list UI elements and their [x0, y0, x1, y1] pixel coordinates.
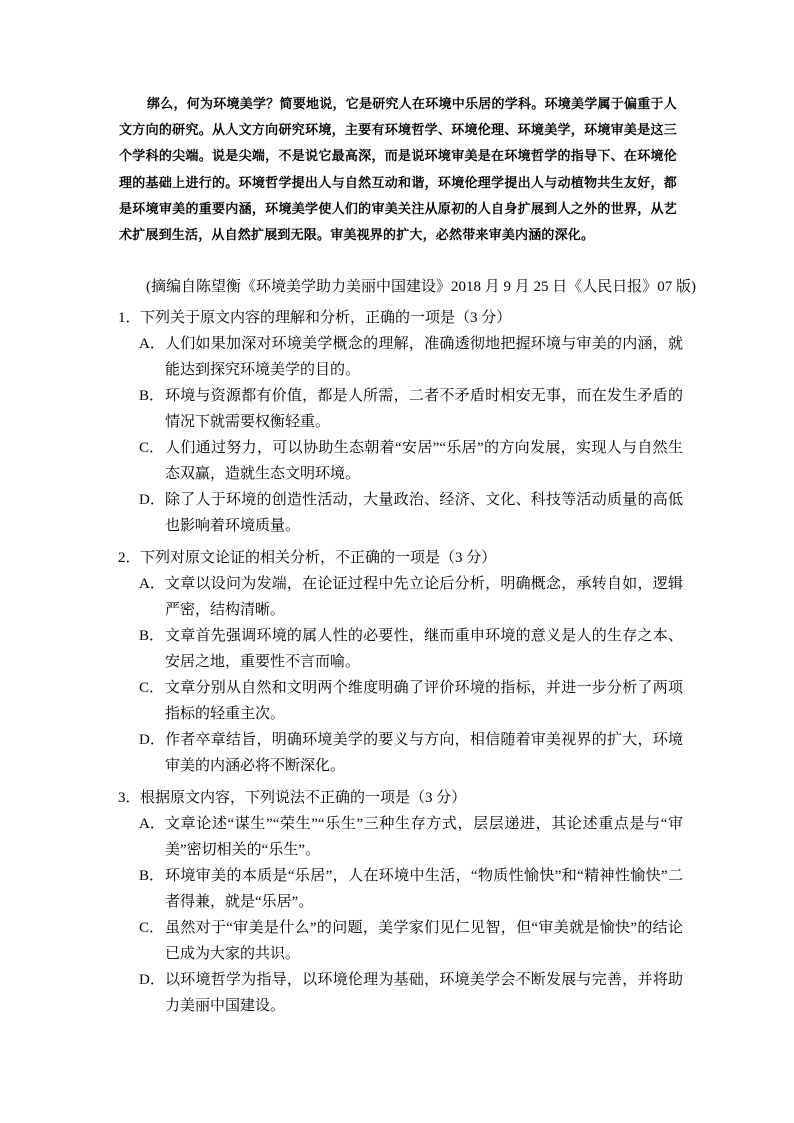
question-stem	[118, 785, 683, 811]
option-d	[118, 727, 683, 779]
option-letter: B．	[139, 868, 165, 884]
question-number: 2．	[118, 550, 141, 566]
option-letter: B．	[139, 628, 165, 644]
option-text: 文章首先强调环境的属人性的必要性，继而重申环境的意义是人的生存之本、安居之地，重要性不言而喻。	[165, 628, 683, 670]
passage-paragraph: 绑么，何为环境美学？简要地说，它是研究人在环境中乐居的学科。环境美学属于偏重于人文方向的研究。从人文方向研究环境，主要有环境哲学、环境伦理、环境美学，环境审美是这三个学科的尖端。说是尖端，不是说它最高深，而是说环境审美是在环境哲学的指导下、在环境伦理的基础上进行的。环境哲学提出人与自然互动和谐，环境伦理学提出人与动植物共生友好，都是环境审美的重要内涵，环境美学使人们的审美关注从原初的人自身扩展到人之外的世界，从艺术扩展到生活，从自然扩展到无限。审美视界的扩大，必然带来审美内涵的深化。	[119, 97, 677, 244]
option-letter: D．	[139, 492, 165, 508]
option-d	[118, 967, 683, 1019]
option-letter: D．	[139, 732, 165, 748]
option-letter: A．	[139, 816, 165, 832]
option-text: 以环境哲学为指导，以环境伦理为基础，环境美学会不断发展与完善，并将助力美丽中国建设。	[165, 972, 683, 1014]
question-number: 1．	[118, 310, 141, 326]
question-text: 下列对原文论证的相关分析，不正确的一项是（3 分）	[140, 550, 497, 566]
option-text: 环境审美的本质是“乐居”，人在环境中生活，“物质性愉快”和“精神性愉快”二者得兼，就是“乐居”。	[165, 868, 683, 910]
option-c	[118, 435, 683, 487]
option-letter: D．	[139, 972, 165, 988]
question-stem	[118, 305, 683, 331]
option-text: 人们如果加深对环境美学概念的理解，准确透彻地把握环境与审美的内涵，就能达到探究环境美学的目的。	[165, 336, 683, 378]
option-text: 环境与资源都有价值，都是人所需，二者不矛盾时相安无事，而在发生矛盾的情况下就需要权衡轻重。	[165, 388, 683, 430]
option-b	[118, 863, 683, 915]
option-letter: A．	[139, 336, 165, 352]
option-a	[118, 811, 683, 863]
question-1	[118, 305, 683, 539]
question-text: 下列关于原文内容的理解和分析，正确的一项是（3 分）	[140, 310, 512, 326]
option-c	[118, 915, 683, 967]
question-text: 根据原文内容，下列说法不正确的一项是（3 分）	[140, 790, 467, 806]
option-text: 除了人于环境的创造性活动，大量政治、经济、文化、科技等活动质量的高低也影响着环境质量。	[165, 492, 683, 534]
question-list	[118, 305, 683, 1025]
option-letter: B．	[139, 388, 165, 404]
option-letter: C．	[139, 440, 165, 456]
question-2	[118, 545, 683, 779]
question-stem	[118, 545, 683, 571]
question-number: 3．	[118, 790, 141, 806]
option-text: 文章以设问为发端，在论证过程中先立论后分析，明确概念，承转自如，逻辑严密，结构清晰。	[165, 576, 683, 618]
option-letter: C．	[139, 920, 165, 936]
option-a	[118, 331, 683, 383]
source-citation: (摘编自陈望衡《环境美学助力美丽中国建设》2018 月 9 月 25 日《人民日报》07 版)	[146, 279, 696, 295]
option-text: 文章分别从自然和文明两个维度明确了评价环境的指标，并进一步分析了两项指标的轻重主次。	[165, 680, 683, 722]
option-text: 文章论述“谋生”“荣生”“乐生”三种生存方式，层层递进，其论述重点是与“审美”密切相关的“乐生”。	[165, 816, 683, 858]
option-letter: C．	[139, 680, 165, 696]
question-3	[118, 785, 683, 1019]
option-b	[118, 623, 683, 675]
option-text: 虽然对于“审美是什么”的问题，美学家们见仁见智，但“审美就是愉快”的结论已成为大家的共识。	[165, 920, 683, 962]
option-text: 作者卒章结旨，明确环境美学的要义与方向，相信随着审美视界的扩大，环境审美的内涵必将不断深化。	[165, 732, 683, 774]
option-b	[118, 383, 683, 435]
option-d	[118, 487, 683, 539]
option-c	[118, 675, 683, 727]
option-text: 人们通过努力，可以协助生态朝着“安居”“乐居”的方向发展，实现人与自然生态双赢，造就生态文明环境。	[165, 440, 683, 482]
option-letter: A．	[139, 576, 165, 592]
option-a	[118, 571, 683, 623]
